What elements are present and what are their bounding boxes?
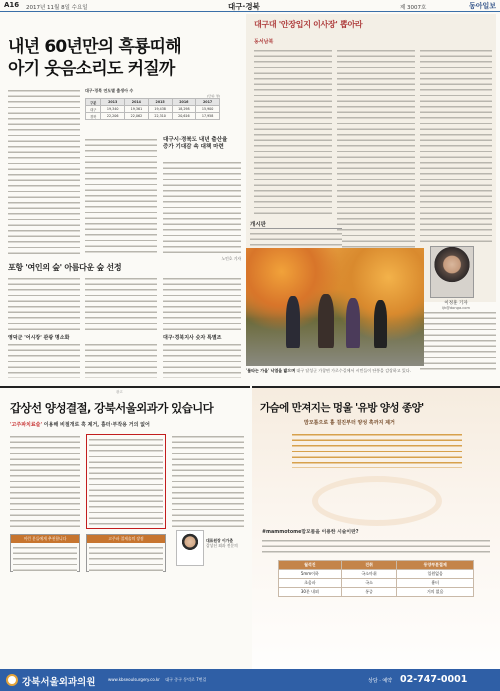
top-story-body-col3: [163, 160, 241, 254]
ad-right-subheadline: 맘모톰으로 흉 걸진부터 양성 혹까지 제거: [304, 420, 395, 426]
birth-table-cell: 2016: [172, 99, 196, 106]
top-story-body-col1: [8, 88, 80, 254]
ad-right-table-cell: 월석진: [279, 561, 342, 570]
middle-col-head-1: 영덕군 '어시장' 관광 명소화: [8, 335, 70, 341]
ad-right-table-cell: 국소마취: [341, 570, 397, 579]
birth-table-cell: 20,616: [172, 113, 196, 120]
ad-right-hashtag: #mammotome맘모톰을 이용한 시술이란?: [262, 530, 359, 535]
middle-col-head-2: 대구·경북지사 숫자 특별조: [163, 335, 222, 341]
birth-table-cell: 2017: [196, 99, 220, 106]
ad-right-body: [262, 538, 490, 556]
headline-line-1: 내년 60년만의 흑룡띠해: [8, 37, 181, 57]
author-name: 이정훈 기자: [444, 301, 468, 306]
birth-table-cell: 19,340: [101, 106, 125, 113]
section-title: 대구·경북: [228, 2, 260, 11]
ad-right-table-cell: 흉터: [397, 579, 474, 588]
ad-right-table-cell: 동양부분절제: [397, 561, 474, 570]
birth-table-cell: 15,900: [196, 106, 220, 113]
middle-body-col5: [85, 342, 157, 378]
opinion-body-col1: [254, 48, 332, 216]
birth-table-cell: 2014: [125, 99, 149, 106]
birth-table-cell: 22,206: [101, 113, 125, 120]
newspaper-name: 동아일보: [468, 2, 496, 10]
birth-table-title: 대구·경북 연도별 출생아 수: [85, 88, 134, 93]
doctor-title: 대표원장 이가춘: [206, 538, 233, 543]
ad-left-box1-title: 이런 분들에게 추천합니다: [11, 535, 79, 543]
ad-left-headline: 갑상선 양성결절, 강북서울외과가 있습니다: [10, 401, 214, 415]
ad-right-table-cell: 초음파: [279, 579, 342, 588]
ad-right-table-cell: 거의 없음: [397, 588, 474, 597]
person-figure-1: [286, 296, 300, 348]
ad-footer-bar: [0, 669, 500, 691]
middle-body-col4: [8, 342, 80, 378]
right-lower-body: [420, 310, 496, 370]
birth-table-cell: 19,361: [125, 106, 149, 113]
ad-left-subheadline-text: 이용해 비절개로 혹 제거, 흉터·부작용 거의 없어: [42, 422, 150, 428]
ad-left-box2-title: 고주파 절제술의 장점: [87, 535, 165, 543]
clinic-logo-icon: [6, 674, 18, 686]
ad-left-box2-body: [89, 545, 163, 573]
birth-table-cell: 19,438: [148, 106, 172, 113]
ad-right-headline: 가슴에 만져지는 멍울 '유방 양성 종양': [260, 402, 424, 414]
ad-left-subheadline-highlight: '고주파치료술': [10, 422, 43, 428]
top-story-byline: 노인호 기자: [221, 256, 241, 261]
masthead: [0, 0, 500, 12]
headline-line-2: 아기 웃음소리도 커질까: [8, 59, 175, 79]
photo-caption-title: '물타는 가을' 낙엽을 밟으며: [246, 368, 296, 373]
ad-tag: 광고: [116, 390, 123, 394]
ad-left-highlight-body: [89, 437, 163, 525]
ad-right-table-cell: 입원없음: [397, 570, 474, 579]
subhead-line-1: 대구시·경북도 내년 출산율: [163, 137, 228, 143]
ad-right-table-row: [279, 570, 474, 579]
doctor-info: [206, 538, 248, 548]
top-headline: [8, 36, 243, 80]
birth-table-cell: 2015: [148, 99, 172, 106]
middle-body-col3: [163, 276, 241, 332]
person-figure-4: [374, 300, 387, 348]
ring-illustration: [312, 476, 442, 526]
ad-left-box1: [10, 534, 80, 572]
person-figure-3: [346, 298, 360, 348]
issue-number: 제 3007호: [400, 5, 427, 11]
birth-table-cell: 대구: [86, 106, 101, 113]
birth-table-cell: 구분: [86, 99, 101, 106]
person-figure-2: [318, 294, 334, 348]
ad-right-table-row: [279, 561, 474, 570]
autumn-people-photo: [246, 248, 424, 366]
ad-left-subheadline: [10, 421, 246, 428]
ad-right-table-cell: 진취: [341, 561, 397, 570]
birth-table-row: [86, 113, 220, 120]
opinion-title: 대구대 '안장입지 이사장' 뽑아라: [254, 20, 363, 29]
clinic-phone[interactable]: 02-747-0001: [400, 674, 468, 685]
photo-caption: [246, 368, 424, 373]
notice-board-title: 개시판: [250, 220, 342, 229]
birth-table-cell: 22,310: [148, 113, 172, 120]
ad-right-table: [278, 560, 474, 597]
subhead-line-2: 증가 기대감 속 대책 마련: [163, 144, 224, 150]
ad-left-body-col3: [172, 434, 244, 529]
middle-body-col1: [8, 276, 80, 332]
birth-table-cell: 2013: [101, 99, 125, 106]
author-nametag: [430, 300, 482, 310]
ad-right-table-row: [279, 579, 474, 588]
opinion-label-text: 동서남북: [254, 39, 274, 45]
birth-table-box: [85, 88, 220, 134]
ad-right-table-cell: 5mm이하: [279, 570, 342, 579]
author-portrait: [430, 246, 474, 298]
call-label: 상담 · 예약: [368, 678, 393, 684]
issue-date: 2017년 11월 8일 수요일: [26, 5, 88, 11]
ad-right-highlight-lines: [292, 432, 462, 468]
ad-right-table-cell: 30분 내외: [279, 588, 342, 597]
birth-table-cell: 22,062: [125, 113, 149, 120]
ad-left-box1-body: [13, 545, 77, 573]
middle-headline: 포항 '여인의 숲' 아름다운 숲 선정: [8, 263, 122, 272]
ad-left-body-col1: [10, 434, 80, 529]
ad-right-breast: [252, 386, 500, 691]
clinic-url-line: [108, 677, 206, 683]
birth-table-cell: 18,298: [172, 106, 196, 113]
ad-left-box2: [86, 534, 166, 572]
author-email: ljh@donga.com: [442, 306, 470, 310]
ad-right-table-cell: 국소: [341, 579, 397, 588]
top-story-subhead: [163, 137, 239, 151]
opinion-label: [254, 38, 273, 45]
birth-table: [85, 98, 220, 120]
page-number: A16: [4, 1, 20, 9]
clinic-url[interactable]: www.kbseoulsurgery.co.kr: [108, 677, 160, 682]
middle-body-col6: [163, 342, 241, 378]
birth-table-unit: (단위: 명): [207, 94, 220, 98]
birth-table-row: [86, 106, 220, 113]
birth-table-row: [86, 99, 220, 106]
clinic-address: 대구 중구 동덕로 7번길: [165, 677, 207, 682]
ad-left-highlight-box: [86, 434, 166, 529]
middle-body-col2: [85, 276, 157, 332]
ad-right-table-row: [279, 588, 474, 597]
doctor-portrait: [176, 530, 204, 566]
birth-table-cell: 경북: [86, 113, 101, 120]
ad-right-table-cell: 통증: [341, 588, 397, 597]
ad-right-highlight-text: [292, 432, 462, 470]
top-story-body-col2: [85, 137, 157, 254]
opinion-body-col3: [420, 48, 492, 242]
ad-left-surgery: [0, 386, 250, 691]
clinic-name: 강북서울외과의원: [22, 677, 96, 688]
doctor-specialty: 갑상선 외과 전문의: [206, 543, 238, 548]
birth-table-cell: 17,958: [196, 113, 220, 120]
photo-caption-text: 대구 달성군 가창면 가로수길에서 시민들이 단풍을 감상하고 있다.: [296, 368, 411, 373]
